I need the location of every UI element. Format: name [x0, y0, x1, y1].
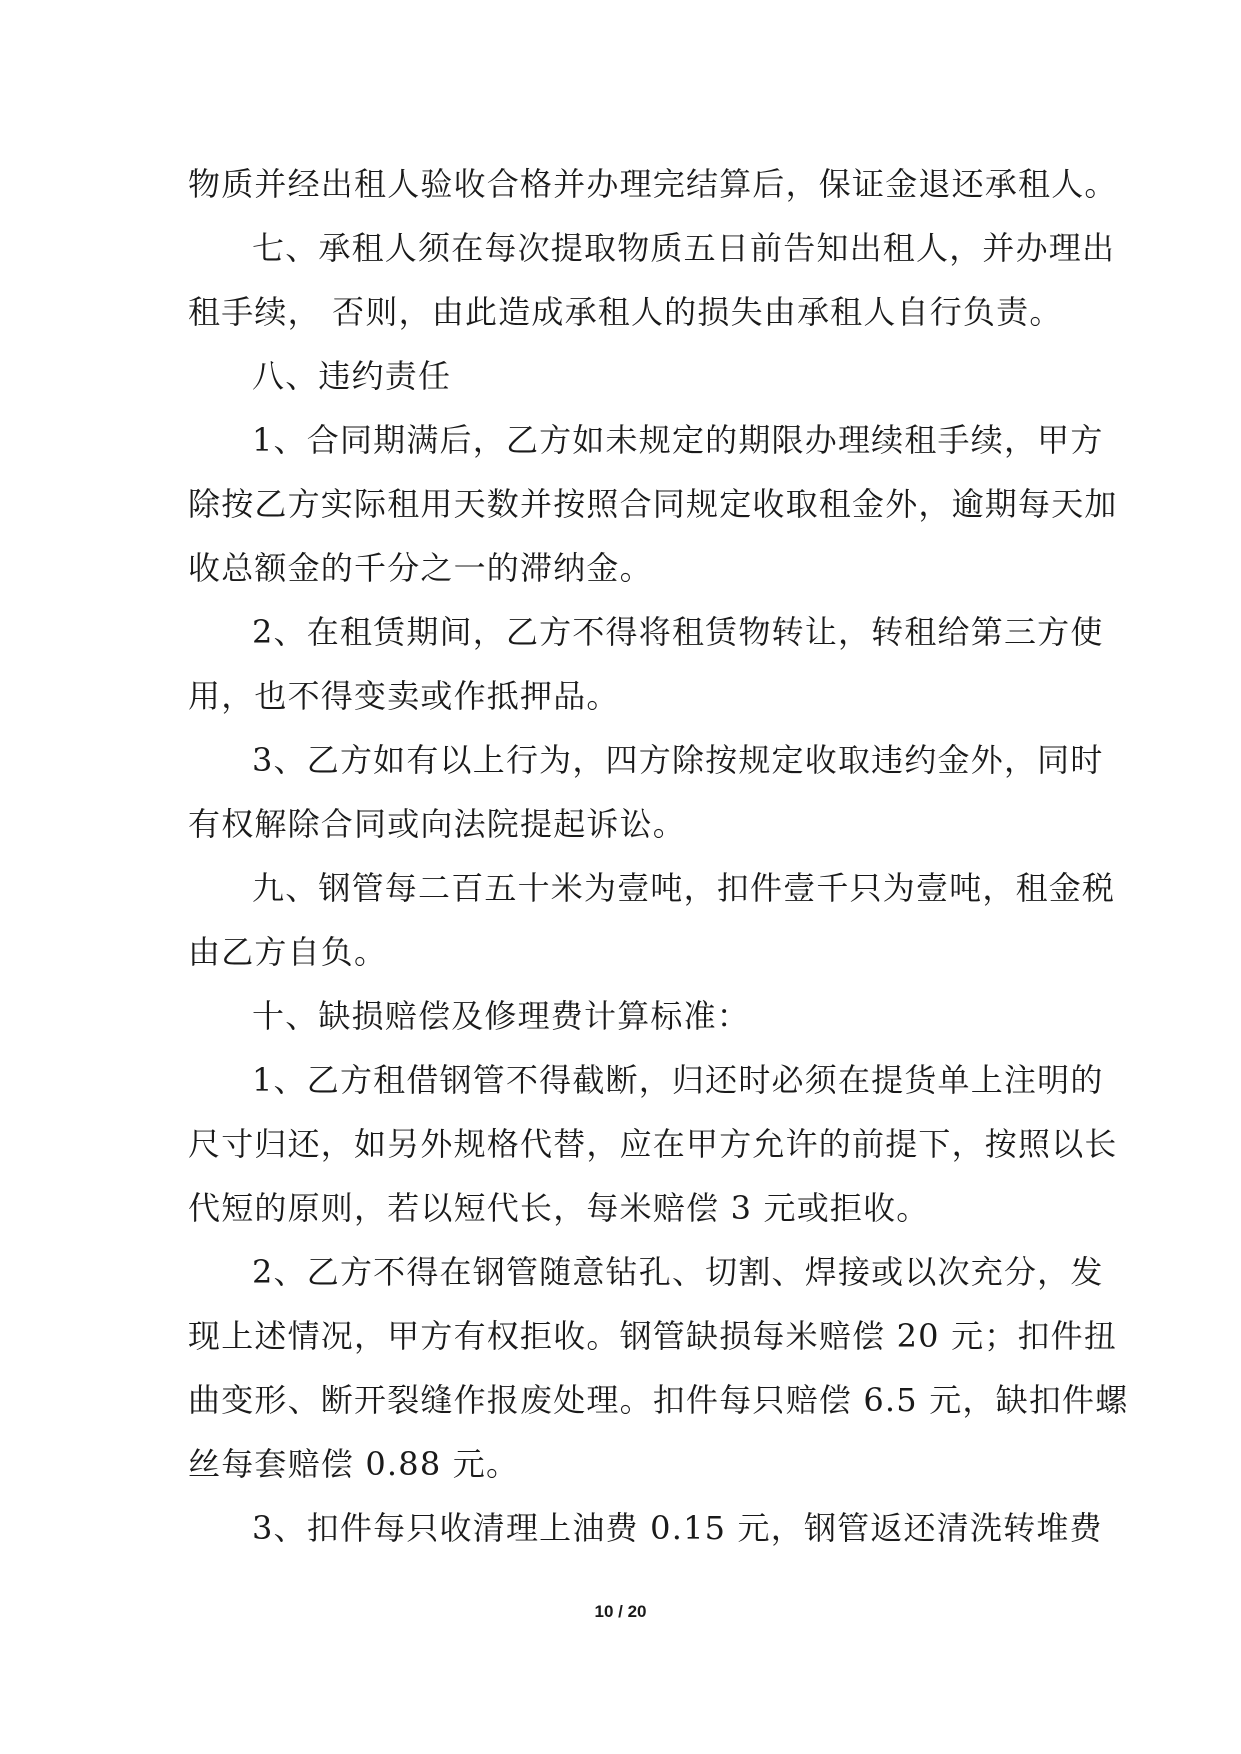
- text-line: 物质并经出租人验收合格并办理完结算后，保证金退还承租人。: [188, 165, 1118, 203]
- text-line: 用，也不得变卖或作抵押品。: [188, 677, 620, 715]
- text-line: 3、扣件每只收清理上油费 0.15 元，钢管返还清洗转堆费: [252, 1509, 1103, 1547]
- text-line: 1、合同期满后，乙方如未规定的期限办理续租手续，甲方: [252, 421, 1104, 459]
- text-line: 租手续， 否则，由此造成承租人的损失由承租人自行负责。: [188, 293, 1063, 331]
- section-heading: 十、缺损赔偿及修理费计算标准：: [252, 997, 751, 1035]
- document-body: [188, 152, 1129, 1560]
- page-number: 10 / 20: [594, 1602, 647, 1621]
- text-line: 尺寸归还，如另外规格代替，应在甲方允许的前提下，按照以长: [188, 1125, 1118, 1163]
- text-line: 收总额金的千分之一的滞纳金。: [188, 549, 653, 587]
- text-line: 代短的原则，若以短代长，每米赔偿 3 元或拒收。: [188, 1189, 930, 1227]
- text-line: 丝每套赔偿 0.88 元。: [188, 1445, 520, 1483]
- text-line: 有权解除合同或向法院提起诉讼。: [188, 805, 687, 843]
- text-line: 九、钢管每二百五十米为壹吨，扣件壹千只为壹吨，租金税: [252, 869, 1116, 907]
- text-line: 除按乙方实际租用天数并按照合同规定收取租金外，逾期每天加: [188, 485, 1118, 523]
- text-line: 2、乙方不得在钢管随意钻孔、切割、焊接或以次充分，发: [252, 1253, 1104, 1291]
- text-line: 由乙方自负。: [188, 933, 388, 971]
- section-heading: 八、违约责任: [252, 357, 452, 395]
- text-line: 3、乙方如有以上行为，四方除按规定收取违约金外，同时: [252, 741, 1104, 779]
- text-line: 2、在租赁期间，乙方不得将租赁物转让，转租给第三方使: [252, 613, 1104, 651]
- text-line: 七、承租人须在每次提取物质五日前告知出租人，并办理出: [252, 229, 1116, 267]
- text-line: 现上述情况，甲方有权拒收。钢管缺损每米赔偿 20 元；扣件扭: [188, 1317, 1118, 1355]
- text-line: 1、乙方租借钢管不得截断，归还时必须在提货单上注明的: [252, 1061, 1104, 1099]
- text-line: 曲变形、断开裂缝作报废处理。扣件每只赔偿 6.5 元，缺扣件螺: [188, 1381, 1129, 1419]
